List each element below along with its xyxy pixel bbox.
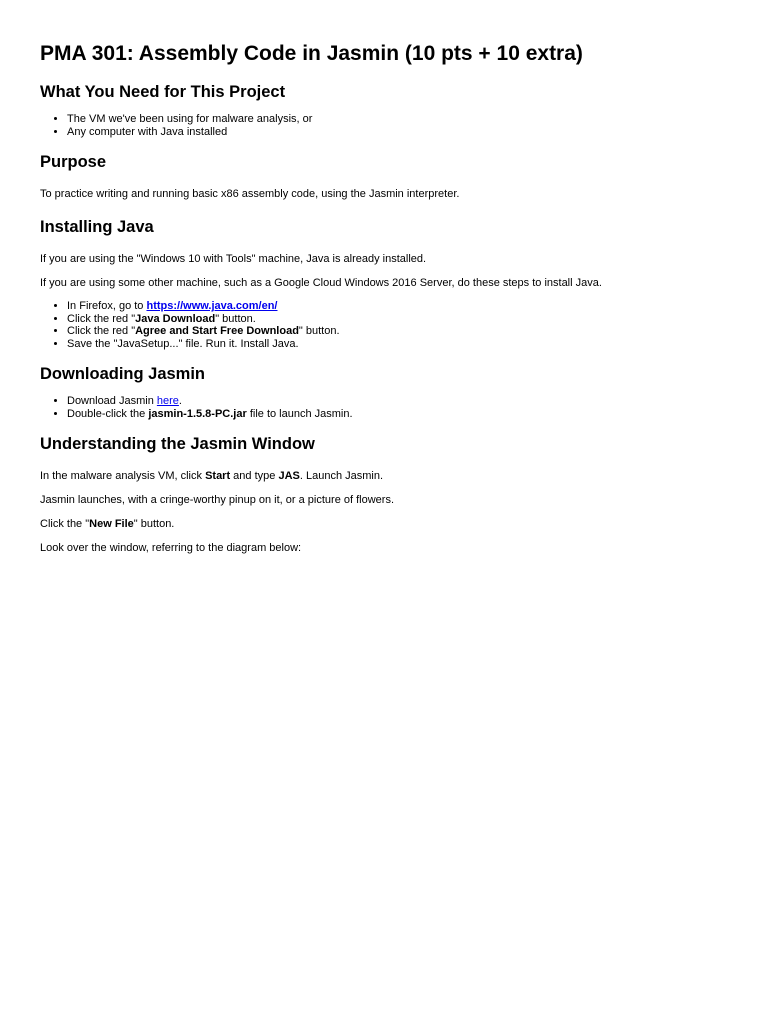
installing-paragraph-2: If you are using some other machine, such as a Google Cloud Windows 2016 Server, do these steps to install Java.	[40, 277, 602, 289]
step-bold-text: Agree and Start Free Download	[135, 325, 299, 337]
heading-understanding-jasmin-window: Understanding the Jasmin Window	[40, 435, 315, 453]
understanding-paragraph-4: Look over the window, referring to the diagram below:	[40, 542, 302, 554]
step-text: " button.	[215, 312, 256, 325]
list-item	[67, 325, 728, 338]
step-text: .	[178, 395, 182, 407]
heading-installing-java: Installing Java	[40, 218, 154, 236]
page-title: PMA 301: Assembly Code in Jasmin (10 pts + 10 extra)	[40, 42, 583, 65]
purpose-text: To practice writing and running basic x86 assembly code, using the Jasmin interpreter.	[40, 188, 460, 200]
heading-downloading-jasmin: Downloading Jasmin	[40, 365, 206, 383]
step-text: Click the red "	[67, 325, 136, 337]
installing-paragraph-1: If you are using the "Windows 10 with Tools" machine, Java is already installed.	[40, 253, 427, 265]
list-item	[67, 313, 728, 326]
heading-what-you-need: What You Need for This Project	[40, 83, 286, 101]
list-item: • Save the "JavaSetup..." file. Run it. Install Java.	[67, 338, 728, 351]
step-text: file to launch Jasmin.	[246, 407, 353, 420]
jasmin-download-link[interactable]: here	[156, 395, 179, 407]
understanding-paragraph-1	[40, 469, 728, 483]
jas-bold-text: JAS	[278, 470, 300, 482]
download-steps-list	[40, 395, 728, 420]
list-item	[67, 408, 728, 421]
step-text: " button.	[298, 325, 340, 337]
paragraph-text: Click the "	[40, 518, 90, 530]
need-list	[40, 113, 728, 138]
start-bold-text: Start	[205, 470, 231, 482]
step-text: Download Jasmin	[67, 395, 157, 407]
list-item: • Any computer with Java installed	[67, 126, 728, 139]
list-item: • The VM we've been using for malware analysis, or	[67, 113, 728, 126]
list-item	[67, 300, 728, 313]
install-steps-list	[40, 300, 728, 350]
paragraph-text: and type	[230, 470, 279, 482]
paragraph-text: . Launch Jasmin.	[299, 470, 384, 482]
step-text: Double-click the	[67, 407, 149, 420]
paragraph-text: " button.	[133, 518, 175, 530]
understanding-paragraph-2: Jasmin launches, with a cringe-worthy pinup on it, or a picture of flowers.	[40, 494, 394, 506]
heading-purpose: Purpose	[40, 153, 107, 171]
list-item	[67, 395, 728, 408]
step-text: Click the red "	[67, 312, 136, 325]
step-bold-text: jasmin-1.5.8-PC.jar	[148, 407, 247, 420]
understanding-paragraph-3	[40, 517, 728, 531]
new-file-bold-text: New File	[89, 518, 134, 530]
paragraph-text: In the malware analysis VM, click	[40, 470, 206, 482]
java-download-link[interactable]: https://www.java.com/en/	[146, 300, 278, 312]
step-text: In Firefox, go to	[67, 300, 147, 312]
step-bold-text: Java Download	[135, 312, 216, 325]
